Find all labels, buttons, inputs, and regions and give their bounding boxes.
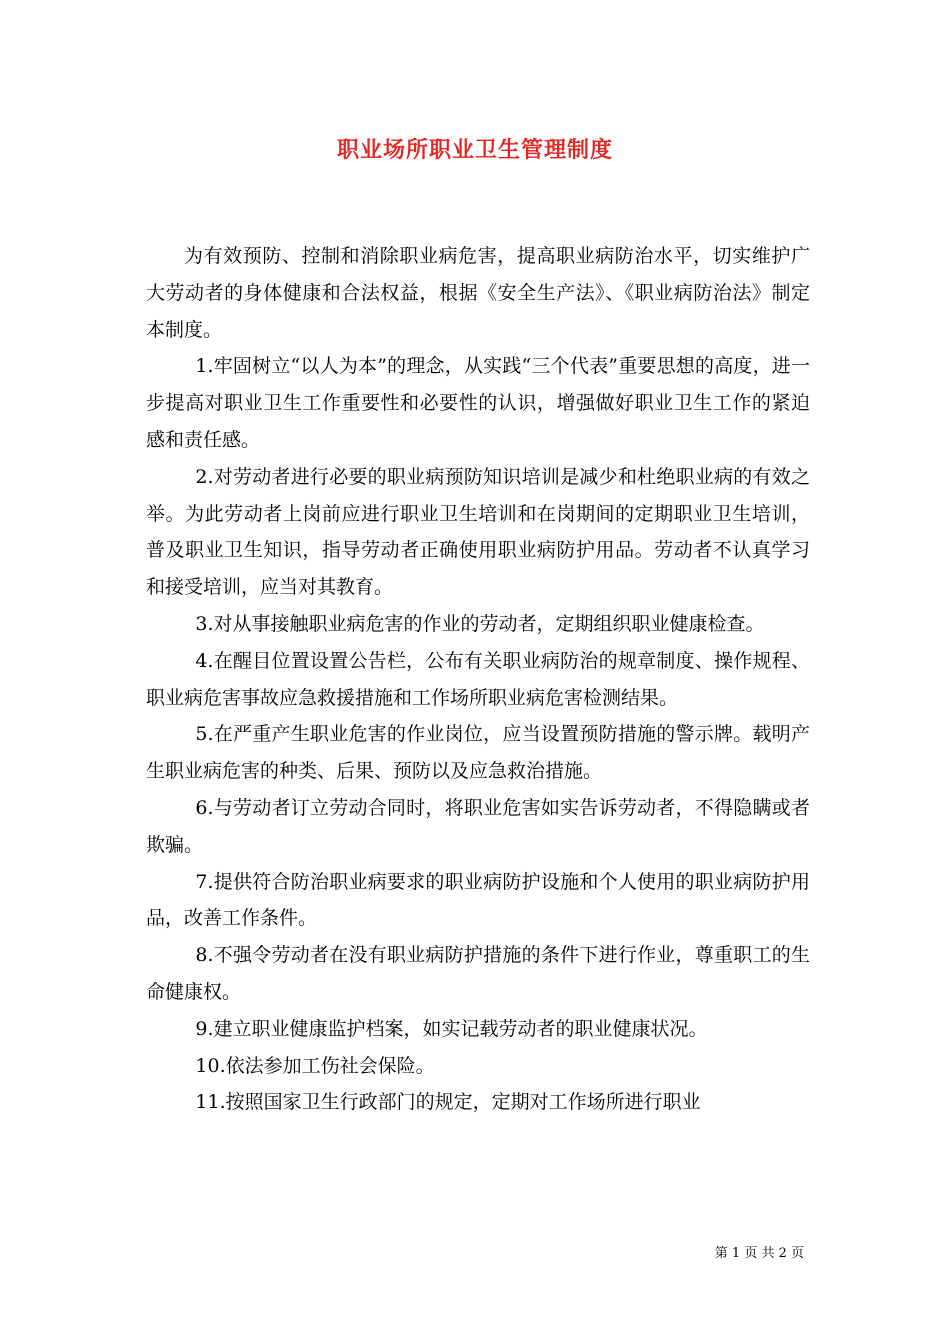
clause-4: 4.在醒目位置设置公告栏，公布有关职业病防治的规章制度、操作规程、职业病危害事故应急救援措施和工作场所职业病危害检测结果。 bbox=[146, 649, 810, 709]
clause-7: 7.提供符合防治职业病要求的职业病防护设施和个人使用的职业病防护用品，改善工作条件。 bbox=[146, 870, 810, 930]
clause-5: 5.在严重产生职业危害的作业岗位，应当设置预防措施的警示牌。载明产生职业病危害的种类、后果、预防以及应急救治措施。 bbox=[146, 723, 810, 783]
clause-3: 3.对从事接触职业病危害的作业的劳动者，定期组织职业健康检查。 bbox=[195, 612, 765, 635]
clause-11: 11.按照国家卫生行政部门的规定，定期对工作场所进行职业 bbox=[195, 1091, 701, 1114]
clause-6: 6.与劳动者订立劳动合同时，将职业危害如实告诉劳动者，不得隐瞒或者欺骗。 bbox=[146, 796, 810, 856]
clause-8: 8.不强令劳动者在没有职业病防护措施的条件下进行作业，尊重职工的生命健康权。 bbox=[146, 944, 810, 1003]
page-number-footer: 第 1 页 共 2 页 bbox=[714, 1246, 804, 1261]
clause-1: 1.牢固树立“以人为本”的理念，从实践“三个代表”重要思想的高度，进一步提高对职业卫生工作重要性和必要性的认识，增强做好职业卫生工作的紧迫感和责任感。 bbox=[146, 355, 810, 451]
intro-paragraph: 为有效预防、控制和消除职业病危害，提高职业病防治水平，切实维护广大劳动者的身体健康和合法权益，根据《安全生产法》、《职业病防治法》制定本制度。 bbox=[146, 245, 810, 341]
document-body bbox=[146, 238, 810, 1121]
clause-2: 2.对劳动者进行必要的职业病预防知识培训是减少和杜绝职业病的有效之举。为此劳动者上岗前应进行职业卫生培训和在岗期间的定期职业卫生培训，普及职业卫生知识，指导劳动者正确使用职业病防护用品。劳动者不认真学习和接受培训，应当对其教育。 bbox=[146, 465, 810, 599]
document-title: 职业场所职业卫生管理制度 bbox=[336, 137, 613, 163]
clause-9: 9.建立职业健康监护档案，如实记载劳动者的职业健康状况。 bbox=[195, 1017, 708, 1040]
clause-10: 10.依法参加工伤社会保险。 bbox=[195, 1054, 435, 1077]
